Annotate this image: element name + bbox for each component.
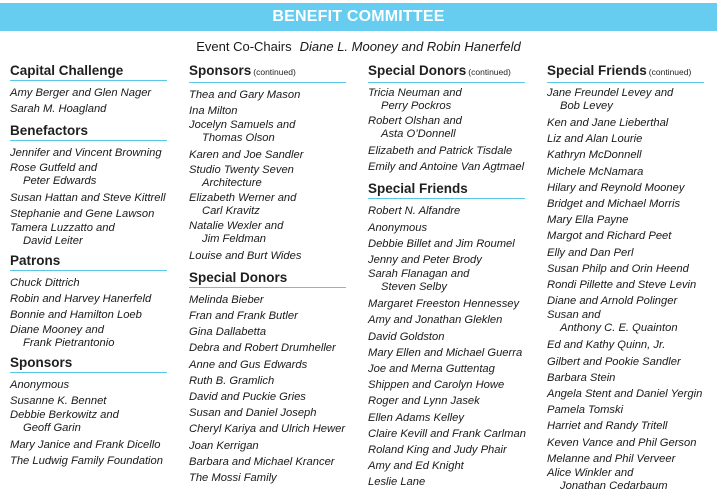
- section-capital-challenge: [10, 62, 170, 117]
- list-item: Chuck Dittrich: [10, 277, 80, 290]
- list-item: Michele McNamara: [547, 165, 644, 178]
- name-continuation-line: David Leiter: [23, 235, 83, 248]
- list-item: Debbie Billet and Jim Roumel: [368, 237, 515, 250]
- list-item: [189, 192, 349, 217]
- name-list: [189, 292, 349, 486]
- list-item: Barbara and Michael Krancer: [189, 455, 335, 468]
- list-item: Anne and Gus Edwards: [189, 358, 308, 371]
- list-item: Gina Dallabetta: [189, 326, 267, 339]
- list-item: Melanne and Phil Verveer: [547, 452, 676, 465]
- name-list: [10, 85, 170, 117]
- list-item: Shippen and Carolyn Howe: [368, 379, 505, 392]
- name-list: [10, 145, 170, 247]
- list-item: [547, 87, 712, 112]
- name-line: Tricia Neuman and: [368, 87, 462, 99]
- list-item: Anonymous: [368, 221, 428, 234]
- list-item: Ellen Adams Kelley: [368, 411, 464, 424]
- list-item: Jenny and Peter Brody: [368, 254, 482, 267]
- name-continuation-line: Bob Levey: [560, 100, 613, 112]
- banner: [0, 3, 717, 31]
- list-item: The Mossi Family: [189, 472, 277, 485]
- name-line: Elizabeth Werner and: [189, 191, 297, 204]
- list-item: Thea and Gary Mason: [189, 89, 301, 101]
- list-item: Liz and Alan Lourie: [547, 133, 643, 146]
- list-item: Ruth B. Gramlich: [189, 374, 275, 387]
- list-item: Joan Kerrigan: [189, 439, 259, 452]
- name-line: Natalie Wexler and: [189, 219, 284, 232]
- list-item: Hilary and Reynold Mooney: [547, 181, 685, 194]
- section-heading: [547, 62, 704, 83]
- section-sponsors-continued: [189, 62, 349, 264]
- section-heading: [10, 122, 167, 141]
- list-item: [368, 115, 528, 140]
- section-heading-text: Capital Challenge: [10, 63, 124, 78]
- page-title: BENEFIT COMMITTEE: [272, 8, 445, 25]
- name-continuation-line: Thomas Olson: [202, 132, 275, 145]
- section-heading: [368, 180, 525, 199]
- name-line: Studio Twenty Seven: [189, 163, 294, 176]
- name-line: Alice Winkler and: [547, 467, 634, 480]
- section-heading-text: Special Donors: [189, 269, 288, 285]
- list-item: Fran and Frank Butler: [189, 310, 298, 323]
- list-item: David and Puckie Gries: [189, 391, 306, 404]
- list-item: Ed and Kathy Quinn, Jr.: [547, 339, 666, 352]
- section-heading-text: Benefactors: [10, 123, 89, 139]
- section-heading-text: Special Friends: [547, 63, 647, 78]
- list-item: [547, 467, 712, 492]
- column-2: [189, 62, 349, 491]
- section-heading-text: Sponsors: [189, 63, 252, 78]
- name-continuation-line: Architecture: [202, 176, 262, 189]
- list-item: Margaret Freeston Hennessey: [368, 298, 520, 311]
- list-item: Emily and Antoine Van Agtmael: [368, 161, 525, 174]
- co-chairs-names: Diane L. Mooney and Robin Hanerfeld: [299, 39, 521, 54]
- name-continuation-line: Asta O’Donnell: [381, 128, 456, 140]
- list-item: Ken and Jane Lieberthal: [547, 117, 669, 129]
- list-item: Claire Kevill and Frank Carlman: [368, 427, 526, 440]
- list-item: [189, 220, 349, 245]
- name-line: Sarah Flanagan and: [368, 268, 470, 281]
- name-continuation-line: Peter Edwards: [23, 174, 97, 187]
- list-item: Louise and Burt Wides: [189, 249, 302, 262]
- section-heading-text: Patrons: [10, 253, 61, 269]
- list-item: Roger and Lynn Jasek: [368, 395, 480, 408]
- list-item: Mary Ella Payne: [547, 214, 629, 227]
- list-item: Keven Vance and Phil Gerson: [547, 436, 697, 449]
- section-heading: [189, 62, 346, 83]
- continued-label: (continued): [468, 67, 511, 77]
- section-heading: [10, 252, 167, 271]
- list-item: David Goldston: [368, 330, 445, 343]
- name-list: [368, 203, 528, 490]
- name-continuation-line: Geoff Garin: [23, 422, 81, 435]
- section-heading-text: Sponsors: [10, 354, 73, 370]
- list-item: [10, 162, 170, 187]
- list-item: Barbara Stein: [547, 371, 616, 384]
- section-heading: [10, 62, 167, 81]
- name-list: [189, 87, 349, 264]
- list-item: Robert N. Alfandre: [368, 205, 461, 218]
- list-item: Pamela Tomski: [547, 404, 624, 417]
- list-item: Mary Ellen and Michael Guerra: [368, 346, 523, 359]
- column-4: [547, 62, 712, 497]
- name-continuation-line: Jim Feldman: [202, 232, 267, 245]
- column-3: [368, 62, 528, 496]
- name-line: Jocelyn Samuels and: [189, 119, 296, 132]
- name-line: Jane Freundel Levey and: [547, 87, 674, 99]
- name-line: Susan and: [547, 309, 601, 322]
- list-item: Karen and Joe Sandler: [189, 149, 304, 162]
- list-item: Amy and Ed Knight: [368, 460, 464, 473]
- name-list: [10, 275, 170, 349]
- list-item: [10, 409, 170, 434]
- name-continuation-line: Anthony C. E. Quainton: [560, 322, 678, 335]
- list-item: Ina Milton: [189, 105, 238, 118]
- section-heading-text: Special Donors: [368, 63, 467, 78]
- section-special-donors: [189, 269, 349, 486]
- section-heading: [189, 269, 346, 288]
- section-heading: [10, 354, 167, 373]
- section-special-donors-continued: [368, 62, 528, 175]
- list-item: [368, 268, 528, 293]
- name-line: Rose Gutfeld and: [10, 161, 98, 174]
- list-item: Susan Philp and Orin Heend: [547, 262, 689, 275]
- list-item: Bonnie and Hamilton Loeb: [10, 309, 142, 322]
- name-line: Diane Mooney and: [10, 323, 104, 336]
- list-item: Amy Berger and Glen Nager: [10, 87, 152, 99]
- list-item: Joe and Merna Guttentag: [368, 363, 495, 376]
- section-special-friends-continued: [547, 62, 712, 492]
- list-item: [10, 324, 170, 349]
- list-item: Susan and Daniel Joseph: [189, 407, 317, 420]
- event-co-chairs: [0, 38, 717, 56]
- list-item: Rondi Pillette and Steve Levin: [547, 279, 697, 292]
- section-special-friends: [368, 180, 528, 490]
- name-continuation-line: Frank Pietrantonio: [23, 336, 115, 349]
- list-item: Sarah M. Hoagland: [10, 103, 107, 116]
- list-item: Gilbert and Pookie Sandler: [547, 355, 681, 368]
- list-item: Mary Janice and Frank Dicello: [10, 439, 161, 452]
- list-item: [368, 87, 528, 112]
- list-item: Diane and Arnold Polinger: [547, 295, 678, 308]
- list-item: Melinda Bieber: [189, 293, 264, 306]
- list-item: Jennifer and Vincent Browning: [10, 147, 162, 160]
- list-item: Debra and Robert Drumheller: [189, 342, 336, 355]
- list-item: [547, 309, 712, 334]
- list-item: Elly and Dan Perl: [547, 246, 634, 259]
- section-heading: [368, 62, 525, 83]
- section-patrons: [10, 252, 170, 349]
- name-continuation-line: Carl Kravitz: [202, 204, 260, 217]
- list-item: Cheryl Kariya and Ulrich Hewer: [189, 423, 346, 436]
- list-item: Susanne K. Bennet: [10, 394, 107, 407]
- list-item: Leslie Lane: [368, 476, 426, 489]
- list-item: [189, 164, 349, 189]
- name-continuation-line: Steven Selby: [381, 281, 447, 294]
- list-item: Kathryn McDonnell: [547, 149, 642, 162]
- name-line: Tamera Luzzatto and: [10, 222, 115, 235]
- list-item: [189, 119, 349, 144]
- list-item: Harriet and Randy Tritell: [547, 420, 668, 433]
- list-item: Roland King and Judy Phair: [368, 444, 507, 457]
- section-sponsors: [10, 354, 170, 470]
- list-item: Elizabeth and Patrick Tisdale: [368, 145, 513, 157]
- section-benefactors: [10, 122, 170, 247]
- name-continuation-line: Jonathan Cedarbaum: [560, 480, 668, 493]
- list-item: The Ludwig Family Foundation: [10, 455, 163, 468]
- section-heading-text: Special Friends: [368, 181, 468, 197]
- name-continuation-line: Perry Pockros: [381, 100, 452, 112]
- list-item: Angela Stent and Daniel Yergin: [547, 388, 703, 401]
- name-line: Robert Olshan and: [368, 115, 462, 127]
- list-item: Margot and Richard Peet: [547, 230, 672, 243]
- name-line: Debbie Berkowitz and: [10, 409, 119, 422]
- continued-label: (continued): [648, 67, 692, 77]
- name-list: [547, 87, 712, 492]
- name-list: [368, 87, 528, 175]
- co-chairs-label: Event Co-Chairs: [196, 39, 292, 54]
- list-item: Bridget and Michael Morris: [547, 198, 681, 211]
- name-list: [10, 377, 170, 470]
- list-item: [10, 222, 170, 247]
- list-item: Amy and Jonathan Gleklen: [368, 314, 503, 327]
- column-1: [10, 62, 170, 474]
- continued-label: (continued): [253, 67, 296, 77]
- list-item: Stephanie and Gene Lawson: [10, 207, 155, 220]
- list-item: Anonymous: [10, 378, 70, 391]
- list-item: Susan Hattan and Steve Kittrell: [10, 191, 166, 204]
- list-item: Robin and Harvey Hanerfeld: [10, 293, 152, 306]
